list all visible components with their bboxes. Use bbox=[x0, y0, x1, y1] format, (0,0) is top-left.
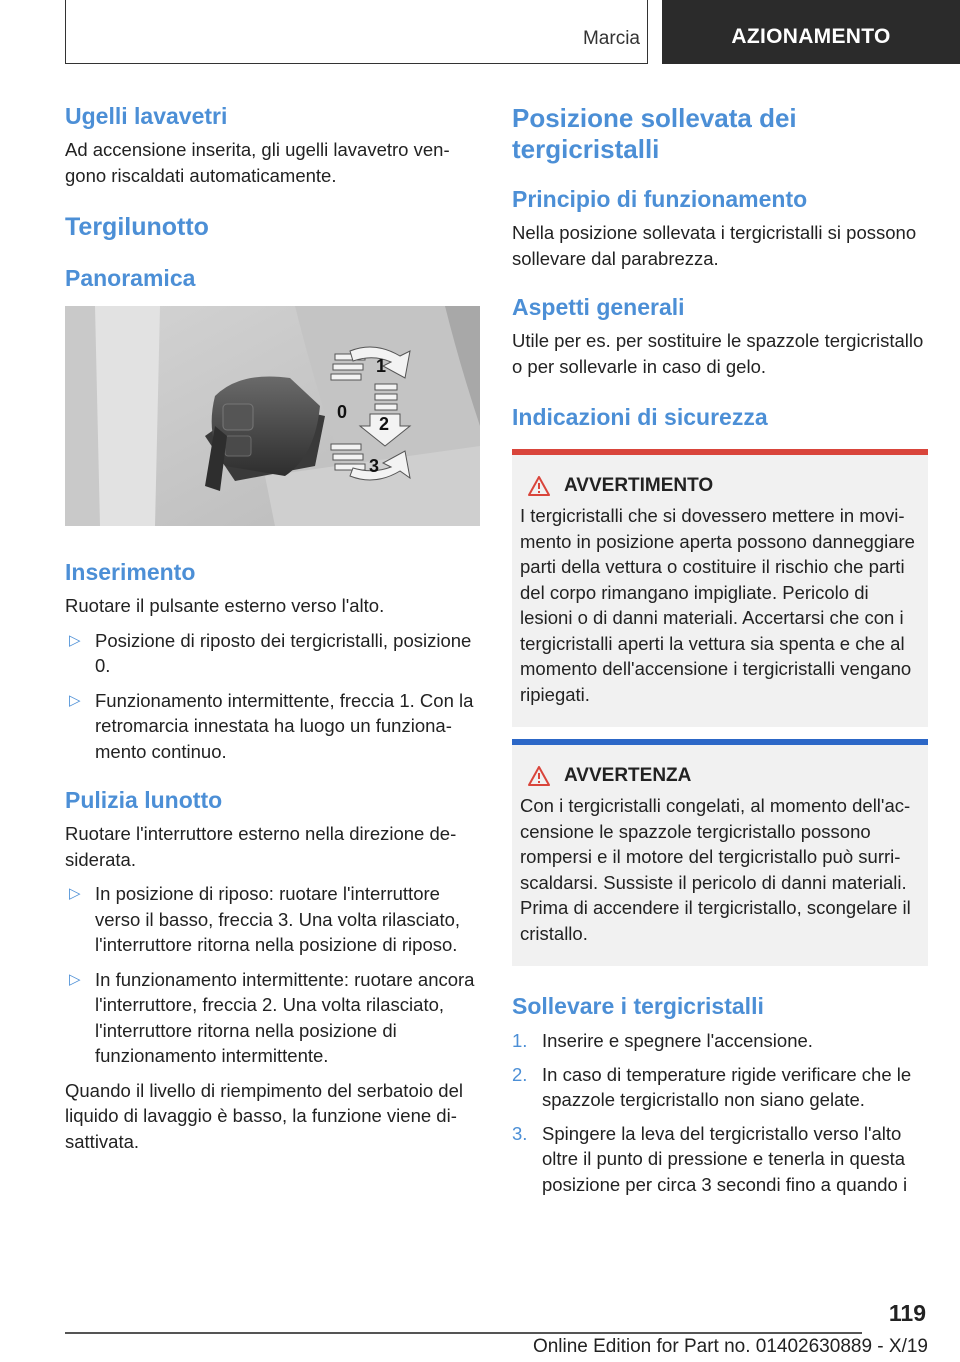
warning-title: AVVERTENZA bbox=[520, 765, 920, 787]
left-column bbox=[65, 100, 480, 1154]
heading-tergilunotto: Tergilunotto bbox=[65, 213, 209, 241]
triangle-right-icon: ▷ bbox=[69, 885, 81, 902]
list-item: 2. In caso di temperature rigide verificare che le spazzole tergicristallo non siano gelate. bbox=[512, 1063, 912, 1110]
label-0: 0 bbox=[337, 402, 348, 422]
text-pulizia: Ruotare l'interruttore esterno nella direzione desiderata. bbox=[65, 823, 457, 870]
text-principio: Nella posizione sollevata i tergicristalli si possono sollevare dal parabrezza. bbox=[512, 222, 917, 269]
triangle-right-icon: ▷ bbox=[69, 691, 81, 709]
list-item: ▷ Funzionamento intermittente, freccia 1. Con la retromarcia innestata ha luogo un funzionamento continuo. bbox=[69, 689, 474, 762]
text-aspetti: Utile per es. per sostituire le spazzole tergicristallo o per sollevarle in caso di gelo. bbox=[512, 330, 924, 377]
wiper-lever-photo bbox=[65, 306, 480, 526]
header-chapter-tab: AZIONAMENTO bbox=[662, 0, 960, 64]
triangle-right-icon: ▷ bbox=[69, 631, 81, 649]
footer-divider bbox=[65, 1332, 862, 1334]
list-item: ▷ In funzionamento intermittente: ruotare ancora l'interruttore, freccia 2. Una volta rilasciato, l'interruttore ritorna nella posizione di funzionamento intermittente. bbox=[69, 968, 475, 1066]
list-inserimento bbox=[65, 628, 480, 765]
warning-box-avvertenza bbox=[512, 739, 928, 966]
heading-principio: Principio di funzionamento bbox=[512, 186, 808, 212]
list-item: 1. Inserire e spegnere l'accensione. bbox=[512, 1030, 813, 1051]
heading-sicurezza: Indicazioni di sicurezza bbox=[512, 404, 768, 430]
list-pulizia bbox=[65, 881, 480, 1069]
steps-sollevare bbox=[512, 1028, 928, 1197]
triangle-right-icon: ▷ bbox=[69, 970, 81, 988]
label-3: 3 bbox=[369, 456, 380, 476]
heading-aspetti: Aspetti generali bbox=[512, 294, 685, 320]
label-1: 1 bbox=[376, 356, 387, 376]
label-2: 2 bbox=[379, 414, 390, 434]
warning-text: Con i tergicristalli congelati, al momento dell'accensione le spazzole tergicristallo possono rompersi e il motore del tergicristallo può surriscaldarsi. Sussiste il pericolo di danni materiali. Prima di accendere il tergicristallo, scongelare il cristallo. bbox=[520, 795, 911, 944]
warning-triangle-icon bbox=[528, 476, 550, 496]
warning-title: AVVERTIMENTO bbox=[520, 475, 920, 497]
heading-pulizia: Pulizia lunotto bbox=[65, 787, 223, 813]
heading-panoramica: Panoramica bbox=[65, 265, 196, 291]
heading-ugelli: Ugelli lavavetri bbox=[65, 103, 228, 129]
warning-text: I tergicristalli che si dovessero mettere in movimento in posizione aperta possono danneggiare parti della vettura o costituire il rischio che parti del corpo rimangano impigliate. Pericolo di lesioni o di danni materiali. Accertarsi che con i tergicristalli aperti la vettura sia spenta e che al momento dell'accensione i tergicristalli vengano ripiegati. bbox=[520, 505, 915, 705]
list-item: ▷ In posizione di riposo: ruotare l'interruttore verso il basso, freccia 3. Una volta rilasciato, l'interruttore ritorna nella posizione di riposo. bbox=[69, 883, 461, 955]
heading-posizione: Posizione sollevata dei tergicristalli bbox=[512, 103, 797, 164]
list-item: 3. Spingere la leva del tergicristallo verso l'alto oltre il punto di pressione e tenerla in questa posizione per circa 3 secondi fino a quando i bbox=[512, 1122, 908, 1195]
warning-triangle-icon bbox=[528, 766, 550, 786]
heading-sollevare: Sollevare i tergicristalli bbox=[512, 993, 764, 1019]
footer-edition: Online Edition for Part no. 01402630889 - X/19 bbox=[532, 1336, 928, 1357]
warning-box-avvertimento bbox=[512, 449, 928, 727]
list-item: ▷ Posizione di riposto dei tergicristalli, posizione 0. bbox=[69, 629, 472, 676]
page-number: 119 bbox=[888, 1300, 926, 1326]
text-pulizia-after: Quando il livello di riempimento del serbatoio del liquido di lavaggio è basso, la funzione viene disattivata. bbox=[65, 1079, 463, 1152]
header-section: Marcia bbox=[582, 28, 640, 49]
text-inserimento: Ruotare il pulsante esterno verso l'alto. bbox=[65, 595, 385, 616]
wiper-lever-illustration bbox=[65, 306, 480, 526]
text-ugelli: Ad accensione inserita, gli ugelli lavavetro vengono riscaldati automaticamente. bbox=[65, 139, 450, 186]
heading-inserimento: Inserimento bbox=[65, 559, 196, 585]
right-column bbox=[512, 100, 928, 1197]
